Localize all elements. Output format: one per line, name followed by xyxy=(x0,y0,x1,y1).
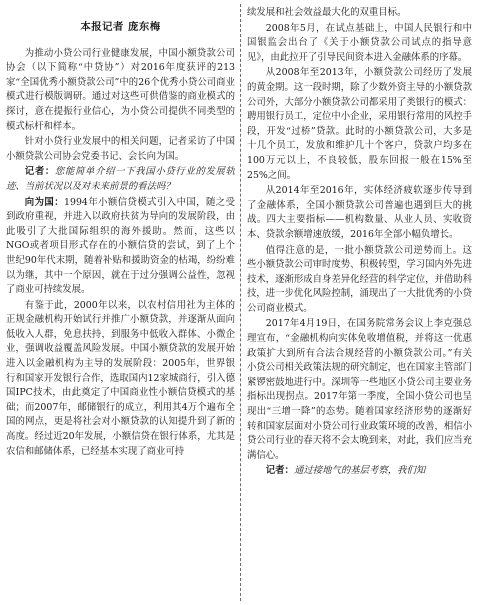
question-2-text: 通过接地气的基层考察，我们知 xyxy=(293,465,426,477)
body-paragraph-left-3: 有鉴于此，2000年以来，以农村信用社为主体的正规金融机构开始试行并推广小额贷款，并逐渐从面向低收入人群，免息扶持，到服务中低收入群体、小微企业，强调收益覆盖风险发展。中国小额贷款的发展开始进入以金融机构为主导的发展阶段：2005年，世界银行和国家开发银行合作，选取国内12家城商行，引入德国IPC技术，由此奠定了中国商业性小额信贷模式的基础；而2007年，邮储银行的成立，利用其4万个遍布全国的网点，更是将社会对小额贷款的认知提升到了新的高度。经过近20年发展，小额信贷在银行体系，尤其是农信和邮储体系，已经基本实现了商业可持 xyxy=(6,299,235,457)
byline: 本报记者 庞东梅 xyxy=(80,21,161,33)
question-1 xyxy=(6,165,235,194)
question-1-label: 记者： xyxy=(24,166,55,178)
body-paragraph-right-6: 2017年4月19日，在国务院常务会议上李克强总理宣布，“金融机构向实体免收增值税，并将这一优惠政策扩大到所有合法合规经营的小额贷款公司。”有关小贷公司相关政策法规的研究制定，也在国家主管部门紧锣密鼓地进行中。深圳等一些地区小贷公司主要业务指标出现拐点。2017年第一季度，全国小贷公司也呈现出“三增一降”的态势。随着国家经济形势的逐渐好转和国家层面对小贷公司行业政策环境的改善，相信小贷公司行业的春天将不会太晚到来，对此，我们应当充满信心。 xyxy=(247,318,472,461)
left-column xyxy=(6,6,235,601)
body-paragraph-right-4: 从2014年至2016年，实体经济疲软逐步传导到了金融体系，全国小额贷款公司普遍也遇到巨大的挑战。四大主要指标——机构数量、从业人员、实收资本、贷款余额增速放缓，2016年全部小幅负增长。 xyxy=(247,185,472,240)
answer-1-text: 1994年小额信贷模式引入中国，随之受到政府重视，并进入以政府扶贫为导向的发展阶段，由此吸引了大批国际组织的海外援助。然而，这些以NGO或者项目形式存在的小额信贷的尝试，到了上个世纪90年代末期，随着补贴和援助资金的枯竭，纷纷难以为继，其中一个原因，就在于过分强调公益性，忽视了商业可持续发展。 xyxy=(6,196,235,296)
column-divider xyxy=(240,4,241,601)
question-2 xyxy=(247,464,472,479)
body-paragraph-right-1: 续发展和社会效益最大化的双重目标。 xyxy=(247,7,407,18)
answer-1 xyxy=(6,196,235,298)
interview-intro-paragraph: 针对小贷行业发展中的相关问题，记者采访了中国小额贷款公司协会党委书记、会长向为国。 xyxy=(6,136,235,162)
body-paragraph-right-2: 2008年5月，在试点基础上，中国人民银行和中国银监会出台了《关于小额贷款公司试点的指导意见》，由此拉开了引导民间资本进入金融体系的序幕。 xyxy=(247,22,472,63)
right-column xyxy=(247,6,472,601)
intro-paragraph: 为推动小贷公司行业健康发展，中国小额贷款公司协会（以下简称“中贷协”）对2016年度获评的213家“全国优秀小额贷款公司”中的26个优秀小贷公司商业模式进行模版调研。通过对这些可供借鉴的商业模式的探讨，意在提振行业信心，为小贷公司提供不同类型的模式标杆和样本。 xyxy=(6,47,235,132)
body-paragraph-right-5: 值得注意的是，一批小额贷款公司逆势而上。这些小额贷款公司审时度势、积极转型，学习国内外先进技术，逐渐形成自身差异化经营的科学定位，并借助科技，进一步优化风险控制，涌现出了一大批优秀的小贷公司商业模式。 xyxy=(247,244,472,314)
question-1-text: 您能简单介绍一下我国小贷行业的发展轨迹、当前状况以及对未来前景的看法吗？ xyxy=(6,166,235,192)
answer-1-label: 向为国： xyxy=(24,196,65,208)
question-2-label: 记者： xyxy=(265,465,294,477)
body-paragraph-right-3: 从2008年至2013年，小额贷款公司经历了发展的黄金期。这一段时期，除了少数外资主导的小额贷款公司外，大部分小额贷款公司都采用了类银行的模式：聘用银行员工，定位中小企业，采用银行常用的风控手段，开发“过桥”贷款。此时的小额贷款公司，大多是十几个员工，发放和维护几十个客户，贷款户均多在100万元以上，不良较低，股东回报一般在15%至25%之间。 xyxy=(247,67,472,181)
